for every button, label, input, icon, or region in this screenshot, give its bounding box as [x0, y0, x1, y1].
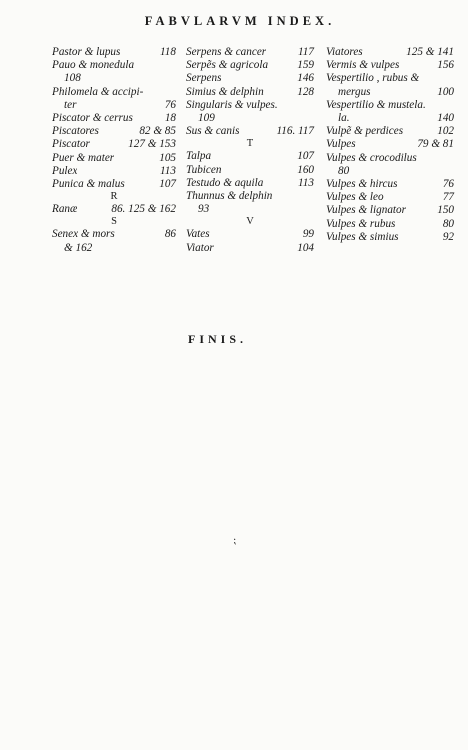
- entry-text: Pastor & lupus: [52, 46, 121, 58]
- entry-text: Vates: [186, 228, 210, 241]
- index-entry: [52, 59, 176, 72]
- entry-text: la.: [338, 112, 350, 125]
- entry-text: Viatores: [326, 46, 363, 58]
- entry-number: 113: [298, 176, 314, 189]
- entry-number: 86: [164, 228, 176, 241]
- index-entry: [326, 72, 454, 85]
- entry-text: Serpens: [186, 72, 222, 85]
- index-entry: [326, 46, 454, 59]
- entry-text: Thunnus & delphin: [186, 190, 273, 203]
- entry-text: Puer & mater: [52, 151, 115, 164]
- index-entry: [186, 72, 314, 85]
- entry-number: 80: [442, 217, 454, 230]
- entry-text: Piscator: [52, 138, 90, 151]
- entry-text: 93: [198, 203, 210, 216]
- index-column-2: [186, 46, 314, 255]
- entry-number: 100: [437, 85, 454, 98]
- index-column-3: [326, 46, 454, 244]
- index-entry: [52, 165, 176, 178]
- entry-text: Vermis & vulpes: [326, 59, 400, 72]
- entry-number: 77: [442, 191, 454, 204]
- index-entry: [52, 203, 176, 216]
- index-column-1: [52, 46, 176, 255]
- index-entry: [326, 86, 454, 99]
- index-entry: [186, 46, 314, 59]
- entry-text: Vulpes: [326, 138, 356, 151]
- index-entry: [186, 125, 314, 138]
- entry-number: 92: [442, 230, 454, 243]
- index-entry: [186, 59, 314, 72]
- entry-number: [451, 152, 454, 165]
- entry-number: 140: [437, 112, 454, 125]
- entry-text: Sus & canis: [186, 125, 240, 138]
- entry-text: Vulpes & crocodilus: [326, 151, 417, 164]
- index-entry: [326, 231, 454, 244]
- entry-text: 109: [198, 112, 215, 125]
- entry-number: 156: [437, 59, 454, 72]
- index-entry: [52, 228, 176, 241]
- entry-text: Philomela & accipi-: [52, 85, 144, 98]
- entry-number: 127 & 153: [128, 138, 176, 151]
- entry-number: 150: [437, 204, 454, 217]
- index-entry: [186, 242, 314, 255]
- finis-text: FINIS.: [188, 332, 248, 346]
- entry-text: Pulex: [52, 164, 78, 177]
- entry-text: Talpa: [186, 150, 212, 163]
- entry-text: Serpens & cancer: [186, 46, 267, 58]
- entry-number: 107: [159, 178, 176, 191]
- entry-number: [451, 99, 454, 112]
- entry-text: Punica & malus: [52, 178, 125, 191]
- entry-number: 102: [437, 125, 454, 138]
- entry-number: 117: [298, 46, 314, 58]
- index-entry: [326, 138, 454, 151]
- index-entry: [326, 165, 454, 178]
- entry-text: Piscator & cerrus: [52, 112, 133, 125]
- entry-text: Vespertilio & mustela.: [326, 98, 426, 111]
- entry-number: 160: [297, 163, 314, 176]
- entry-text: Testudo & aquila: [186, 176, 264, 189]
- index-entry: [52, 125, 176, 138]
- entry-number: [173, 59, 176, 72]
- index-entry: [52, 152, 176, 165]
- index-entry: [186, 112, 314, 125]
- section-letter: V: [246, 216, 254, 228]
- section-letter: T: [246, 138, 254, 150]
- section-letter: R: [110, 191, 118, 203]
- entry-number: 113: [160, 164, 176, 177]
- entry-text: Simius & delphin: [186, 85, 264, 98]
- index-entry: [186, 86, 314, 99]
- entry-number: 105: [159, 151, 176, 164]
- entry-text: Piscatores: [52, 125, 99, 138]
- index-entry: [326, 218, 454, 231]
- index-entry: [186, 99, 314, 112]
- entry-text: Serpẽs & agricola: [186, 59, 269, 72]
- entry-text: Tubicen: [186, 163, 222, 176]
- entry-number: [451, 72, 454, 85]
- index-entry: [52, 72, 176, 85]
- entry-number: 118: [160, 46, 176, 58]
- entry-number: [311, 99, 314, 112]
- entry-text: Singularis & vulpes.: [186, 98, 278, 111]
- index-entry: [186, 164, 314, 177]
- entry-text: Pauo & monedula: [52, 59, 135, 72]
- index-entry: [326, 112, 454, 125]
- entry-number: 104: [297, 241, 314, 254]
- entry-number: 76: [442, 178, 454, 191]
- entry-text: mergus: [338, 85, 371, 98]
- index-title: FABVLARVM INDEX.: [144, 14, 336, 28]
- index-entry: [326, 204, 454, 217]
- index-entry: [52, 99, 176, 112]
- entry-number: 86. 125 & 162: [111, 203, 176, 216]
- index-entry: [186, 150, 314, 163]
- index-entry: [52, 86, 176, 99]
- entry-text: Vulpes & rubus: [326, 217, 396, 230]
- index-entry: [326, 178, 454, 191]
- entry-number: 99: [302, 228, 314, 241]
- entry-text: Vulpes & hircus: [326, 178, 398, 191]
- entry-text: 80: [338, 164, 350, 177]
- index-entry: [52, 46, 176, 59]
- entry-text: Vespertilio , rubus &: [326, 72, 420, 85]
- entry-number: 116. 117: [276, 125, 314, 138]
- entry-text: Ranæ: [52, 203, 78, 216]
- index-entry: [52, 112, 176, 125]
- index-entry: [52, 242, 176, 255]
- index-entry: [326, 152, 454, 165]
- index-entry: [186, 203, 314, 216]
- entry-text: Vulpes & leo: [326, 191, 384, 204]
- entry-number: 79 & 81: [417, 138, 454, 151]
- index-entry: [52, 138, 176, 151]
- entry-text: 108: [64, 72, 81, 85]
- page-speck: ⁏: [233, 535, 237, 546]
- entry-text: ter: [64, 98, 77, 111]
- entry-number: 18: [164, 112, 176, 125]
- index-entry: [326, 125, 454, 138]
- entry-number: 146: [297, 72, 314, 85]
- entry-number: 128: [297, 85, 314, 98]
- entry-number: [173, 86, 176, 99]
- section-letter: S: [111, 216, 117, 228]
- entry-number: 125 & 141: [406, 46, 454, 58]
- index-entry: [326, 59, 454, 72]
- entry-text: Viator: [186, 241, 214, 254]
- index-entry: [326, 99, 454, 112]
- index-entry: [186, 228, 314, 241]
- entry-number: 159: [297, 59, 314, 72]
- entry-number: 76: [164, 98, 176, 111]
- index-entry: [52, 178, 176, 191]
- index-entry: [186, 190, 314, 203]
- entry-text: Vulpes & lignator: [326, 204, 406, 217]
- entry-text: Vulpẽ & perdices: [326, 125, 404, 138]
- index-entry: [186, 177, 314, 190]
- entry-text: & 162: [64, 241, 93, 254]
- entry-number: 107: [297, 150, 314, 163]
- entry-text: Senex & mors: [52, 228, 115, 241]
- entry-number: [311, 190, 314, 203]
- entry-text: Vulpes & simius: [326, 230, 399, 243]
- index-entry: [326, 191, 454, 204]
- entry-number: 82 & 85: [139, 125, 176, 138]
